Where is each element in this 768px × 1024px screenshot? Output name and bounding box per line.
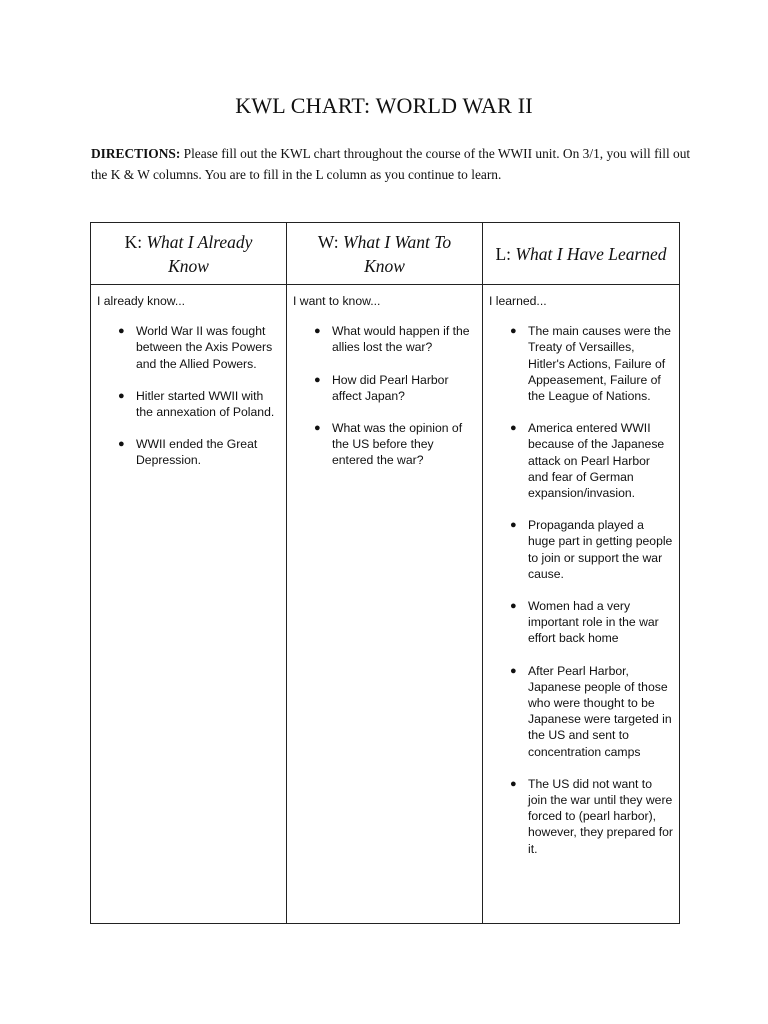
kwl-header-row: [91, 223, 680, 285]
bullet-icon: ●: [118, 438, 125, 451]
list-item-text: How did Pearl Harbor affect Japan?: [332, 372, 449, 403]
directions-label: DIRECTIONS:: [91, 146, 181, 161]
header-k: [91, 223, 287, 285]
list-item-text: Propaganda played a huge part in getting people to join or support the war cause.: [528, 518, 673, 581]
list-item-text: Women had a very important role in the war effort back home: [528, 599, 659, 646]
header-k-subtitle: What I Already Know: [142, 231, 253, 276]
list-item-text: After Pearl Harbor, Japanese people of those who were thought to be Japanese were targeted in the US and sent to concentration camps: [528, 663, 672, 759]
column-k-intro: I already know...: [97, 294, 186, 308]
bullet-icon: ●: [510, 519, 517, 532]
list-item: [293, 372, 476, 404]
bullet-icon: ●: [510, 600, 517, 613]
bullet-icon: ●: [510, 422, 517, 435]
bullet-icon: ●: [314, 422, 321, 435]
column-l-cell: [483, 285, 680, 924]
list-item: [489, 420, 673, 501]
column-w-cell: [287, 285, 483, 924]
header-l-letter: L:: [495, 243, 512, 264]
header-w-subtitle: What I Want To Know: [338, 231, 452, 276]
bullet-icon: ●: [118, 389, 125, 402]
header-l-subtitle: What I Have Learned: [511, 243, 667, 264]
header-w: [287, 223, 483, 285]
bullet-icon: ●: [510, 777, 517, 790]
bullet-icon: ●: [118, 325, 125, 338]
list-item: [489, 517, 673, 582]
column-w-list: [293, 323, 476, 468]
list-item: [489, 776, 673, 857]
kwl-body-row: [91, 285, 680, 924]
list-item: [97, 436, 280, 468]
column-k-list: [97, 323, 280, 468]
list-item-text: Hitler started WWII with the annexation of Poland.: [136, 388, 275, 420]
list-item-text: America entered WWII because of the Japanese attack on Pearl Harbor and fear of German expansion/invasion.: [528, 421, 665, 501]
column-k-cell: [91, 285, 287, 924]
bullet-icon: ●: [314, 373, 321, 386]
list-item-text: What would happen if the allies lost the war?: [332, 324, 470, 355]
page-title: KWL CHART: WORLD WAR II: [235, 93, 533, 118]
bullet-icon: ●: [510, 325, 517, 338]
list-item-text: World War II was fought between the Axis Powers and the Allied Powers.: [136, 324, 273, 371]
header-l: [483, 223, 680, 285]
list-item-text: The US did not want to join the war until they were forced to (pearl harbor), however, they prepared for it.: [528, 776, 673, 856]
bullet-icon: ●: [314, 325, 321, 338]
list-item: [489, 598, 673, 647]
header-w-letter: W:: [317, 231, 339, 252]
list-item: [489, 323, 673, 404]
list-item: [293, 420, 476, 469]
list-item-text: What was the opinion of the US before they entered the war?: [332, 421, 463, 468]
directions-text: Please fill out the KWL chart throughout the course of the WWII unit. On 3/1, you will fill out the K & W columns. You are to fill in the L column as you continue to learn.: [91, 146, 691, 182]
header-k-letter: K:: [124, 231, 143, 252]
column-l-list: [489, 323, 673, 857]
directions-paragraph: [91, 144, 691, 185]
column-l-intro: I learned...: [489, 294, 547, 308]
bullet-icon: ●: [510, 664, 517, 677]
list-item-text: WWII ended the Great Depression.: [136, 437, 258, 468]
column-w-intro: I want to know...: [293, 294, 381, 308]
list-item: [293, 323, 476, 355]
list-item: [489, 663, 673, 760]
list-item-text: The main causes were the Treaty of Versailles, Hitler's Actions, Failure of Appeasement, Failure of the League of Nations.: [528, 324, 671, 404]
kwl-chart-table: [90, 222, 680, 924]
list-item: [97, 323, 280, 372]
list-item: [97, 388, 280, 420]
